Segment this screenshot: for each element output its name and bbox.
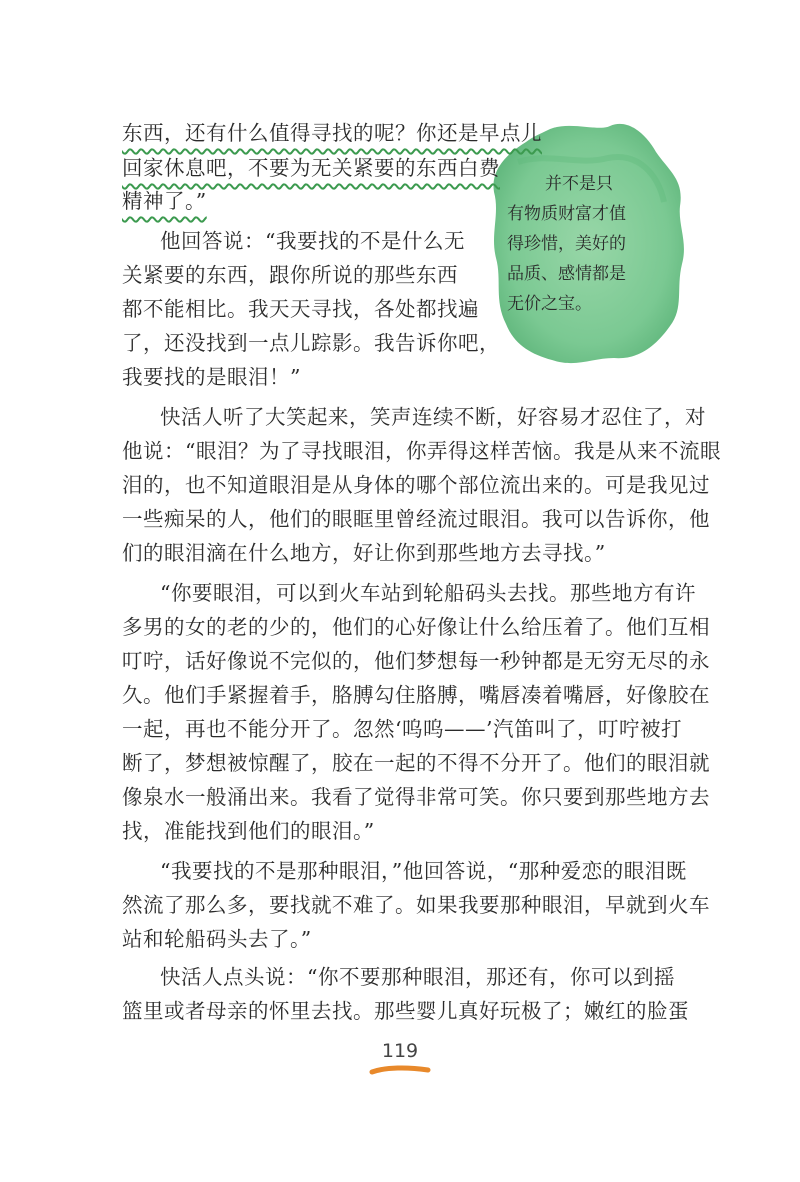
body-line: 一些痴呆的人，他们的眼眶里曾经流过眼泪。我可以告诉你，他	[122, 507, 710, 531]
body-line: 篮里或者母亲的怀里去找。那些婴儿真好玩极了；嫩红的脸蛋	[122, 999, 689, 1023]
body-line: 一起，再也不能分开了。忽然‘呜呜——’汽笛叫了，叮咛被打	[122, 717, 683, 741]
margin-note-line: 得珍惜，美好的	[507, 234, 626, 254]
body-line: 回家休息吧，不要为无关紧要的东西白费	[122, 156, 500, 180]
body-line: 站和轮船码头去了。”	[122, 927, 312, 951]
body-line: 断了，梦想被惊醒了，胶在一起的不得不分开了。他们的眼泪就	[122, 751, 710, 775]
margin-note-line: 无价之宝。	[507, 294, 592, 314]
body-line: 都不能相比。我天天寻找，各处都找遍	[122, 297, 479, 321]
page-number: 119	[381, 1040, 419, 1062]
body-line: 叮咛，话好像说不完似的，他们梦想每一秒钟都是无穷无尽的永	[122, 649, 710, 673]
body-line: 快活人点头说：“你不要那种眼泪，那还有，你可以到摇	[160, 965, 675, 989]
body-line: 东西，还有什么值得寻找的呢？你还是早点儿	[122, 121, 542, 145]
margin-note-line: 有物质财富才值	[507, 204, 626, 224]
body-line: 久。他们手紧握着手，胳膊勾住胳膊，嘴唇凑着嘴唇，好像胶在	[122, 683, 710, 707]
body-line: 快活人听了大笑起来，笑声连续不断，好容易才忍住了，对	[160, 405, 706, 429]
body-line: 他说：“眼泪？为了寻找眼泪，你弄得这样苦恼。我是从来不流眼	[122, 439, 721, 463]
body-line: 多男的女的老的少的，他们的心好像让什么给压着了。他们互相	[122, 615, 710, 639]
body-line: 了，还没找到一点儿踪影。我告诉你吧，	[122, 331, 500, 355]
body-line: “你要眼泪，可以到火车站到轮船码头去找。那些地方有许	[160, 581, 696, 605]
body-line: 泪的，也不知道眼泪是从身体的哪个部位流出来的。可是我见过	[122, 473, 710, 497]
body-line: 我要找的是眼泪！”	[122, 365, 301, 389]
body-line: 精神了。”	[122, 189, 207, 213]
body-line: 像泉水一般涌出来。我看了觉得非常可笑。你只要到那些地方去	[122, 785, 710, 809]
margin-note-line: 并不是只	[545, 174, 613, 194]
body-line: 们的眼泪滴在什么地方，好让你到那些地方去寻找。”	[122, 541, 606, 565]
body-line: “我要找的不是那种眼泪，”他回答说，“那种爱恋的眼泪既	[160, 859, 687, 883]
body-line: 关紧要的东西，跟你所说的那些东西	[122, 263, 458, 287]
body-line: 找，准能找到他们的眼泪。”	[122, 819, 375, 843]
body-line: 然流了那么多，要找就不难了。如果我要那种眼泪，早就到火车	[122, 893, 710, 917]
margin-note-line: 品质、感情都是	[507, 264, 626, 284]
page-number-brush-stroke	[368, 1064, 432, 1078]
body-line: 他回答说：“我要找的不是什么无	[160, 229, 465, 253]
